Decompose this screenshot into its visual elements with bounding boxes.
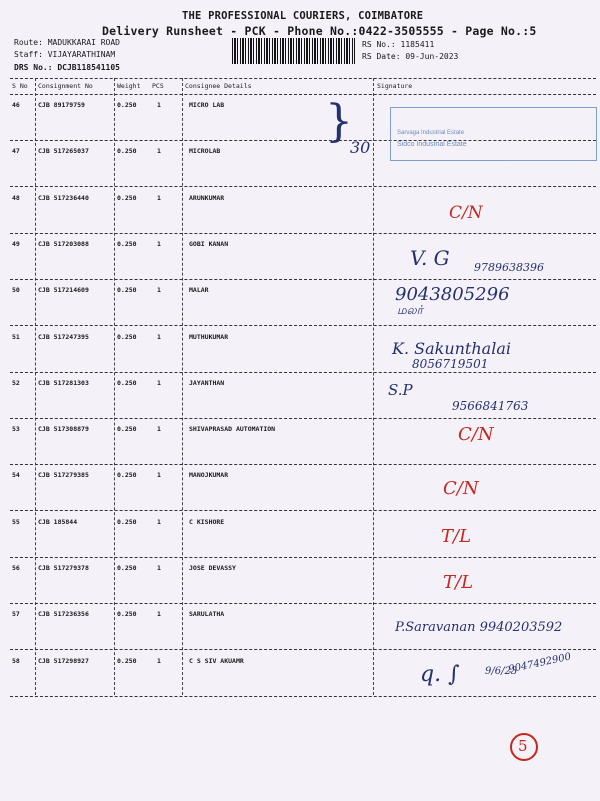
row-divider (10, 510, 596, 511)
row-weight: 0.250 (117, 425, 137, 434)
staff-line: Staff: VIJAYARATHINAM (14, 50, 116, 59)
signature-row-57: P.Saravanan 9940203592 (395, 620, 563, 635)
row-weight: 0.250 (117, 286, 137, 295)
row-sno: 47 (12, 147, 20, 156)
row-consignee: MICRO LAB (189, 101, 225, 109)
row-consignee: SHIVAPRASAD AUTOMATION (189, 425, 276, 434)
row-weight: 0.250 (117, 471, 137, 480)
row-divider (10, 233, 596, 234)
row-consignee: MANOJKUMAR (189, 471, 229, 480)
col-pcs: PCS (152, 82, 164, 90)
col-consignee: Consignee Details (185, 82, 252, 90)
row-consignee: MUTHUKUMAR (189, 332, 229, 341)
company-stamp (390, 107, 597, 161)
company-title: THE PROFESSIONAL COURIERS, COIMBATORE (182, 10, 424, 22)
row-consignee: MALAR (189, 286, 209, 295)
row-pcs: 1 (157, 239, 161, 248)
drs-value: DCJB118541105 (57, 63, 120, 72)
row-weight: 0.250 (117, 564, 137, 572)
row-sno: 46 (12, 101, 20, 109)
row-consignment-no: CJB 517298927 (38, 656, 89, 665)
signature-row-55: T/L (441, 526, 472, 547)
row-pcs: 1 (157, 332, 161, 341)
rs-date-value: 09-Jun-2023 (405, 52, 459, 61)
row-consignment-no: CJB 517281303 (38, 378, 89, 387)
col-consignment: Consignment No (38, 82, 93, 90)
row-weight: 0.250 (117, 517, 137, 526)
rs-no-value: 1185411 (400, 40, 435, 49)
row-pcs: 1 (157, 564, 161, 572)
rs-no-line: RS No.: 1185411 (362, 40, 435, 49)
row-weight: 0.250 (117, 656, 137, 665)
row-consignee: JOSE DEVASSY (189, 564, 236, 572)
row-sno: 50 (12, 286, 20, 295)
stamp-line-1: Sarvaga Industrial Estate (397, 130, 465, 136)
row-pcs: 1 (157, 425, 161, 434)
signature-row-58: q. ∫ (420, 662, 460, 687)
row-divider (10, 649, 596, 650)
phone-row-51: 8056719501 (412, 357, 489, 371)
row-sno: 48 (12, 193, 20, 202)
row-consignment-no: CJB 517279378 (38, 564, 89, 572)
staff-value: VIJAYARATHINAM (47, 50, 116, 59)
row-consignment-no: CJB 517247395 (38, 332, 89, 341)
row-consignment-no: CJB 517279385 (38, 471, 89, 480)
row-divider (10, 325, 596, 326)
row-consignee: C S SIV AKUAMR (189, 656, 244, 665)
row-sno: 53 (12, 425, 20, 434)
signature-row-54: C/N (443, 478, 479, 499)
phone-row-58: 9047492900 (507, 651, 573, 676)
row-divider (10, 696, 596, 697)
row-consignee: MICROLAB (189, 147, 221, 156)
row-consignee: ARUNKUMAR (189, 193, 225, 202)
row-consignment-no: CJB 185844 (38, 517, 78, 526)
phone-row-50: 9043805296 (395, 284, 510, 305)
row-sno: 54 (12, 471, 20, 480)
row-pcs: 1 (157, 101, 161, 109)
row-divider (10, 279, 596, 280)
row-pcs: 1 (157, 471, 161, 480)
row-divider (10, 464, 596, 465)
row-divider (10, 603, 596, 604)
row-consignee: JAYANTHAN (189, 378, 225, 387)
row-weight: 0.250 (117, 147, 137, 156)
row-pcs: 1 (157, 656, 161, 665)
row-divider (10, 418, 596, 419)
row-sno: 57 (12, 610, 20, 619)
drs-line: DRS No.: DCJB118541105 (14, 63, 120, 72)
row-sno: 55 (12, 517, 20, 526)
row-weight: 0.250 (117, 332, 137, 341)
row-weight: 0.250 (117, 610, 137, 619)
page-number-circle (510, 733, 538, 761)
signature-row-53: C/N (458, 424, 494, 445)
table-header-rule (10, 94, 596, 95)
row-weight: 0.250 (117, 193, 137, 202)
row-consignment-no: CJB 517214609 (38, 286, 89, 295)
row-divider (10, 557, 596, 558)
date-row-58: 9/6/23 (485, 666, 518, 677)
phone-row-52: 9566841763 (452, 399, 529, 413)
row-sno: 56 (12, 564, 20, 572)
col-signature: Signature (377, 82, 413, 90)
signature-row-48: C/N (449, 203, 483, 223)
signature-row-56: T/L (443, 572, 474, 593)
row-consignment-no: CJB 517265037 (38, 147, 89, 156)
row-consignee: GOBI KANAN (189, 239, 229, 248)
route-value: MADUKKARAI ROAD (47, 38, 120, 47)
row-pcs: 1 (157, 193, 161, 202)
row-pcs: 1 (157, 286, 161, 295)
signature-row-49: V. G (410, 246, 450, 270)
row-consignment-no: CJB 517236440 (38, 193, 89, 202)
signature-row-47: 30 (350, 138, 371, 157)
row-weight: 0.250 (117, 378, 137, 387)
row-consignment-no: CJB 517236356 (38, 610, 89, 619)
row-pcs: 1 (157, 378, 161, 387)
row-sno: 51 (12, 332, 20, 341)
phone-row-49: 9789638396 (474, 261, 544, 274)
route-line: Route: MADUKKARAI ROAD (14, 38, 120, 47)
row-divider (10, 186, 596, 187)
table-top-rule (10, 78, 596, 79)
row-pcs: 1 (157, 610, 161, 619)
row-consignment-no: CJB 89179759 (38, 101, 85, 109)
stamp-line-2: Sidco Industrial Estate (397, 141, 467, 148)
row-consignee: C KISHORE (189, 517, 225, 526)
row-sno: 58 (12, 656, 20, 665)
col-sno: S No (12, 82, 28, 90)
row-consignment-no: CJB 517308879 (38, 425, 89, 434)
row-weight: 0.250 (117, 239, 137, 248)
row-pcs: 1 (157, 517, 161, 526)
signature-row-50: மலர் (397, 303, 423, 317)
row-weight: 0.250 (117, 101, 137, 109)
handwritten-bracket: } (325, 96, 353, 147)
row-consignee: SARULATHA (189, 610, 225, 619)
row-sno: 52 (12, 378, 20, 387)
row-consignment-no: CJB 517203088 (38, 239, 89, 248)
signature-row-51: K. Sakunthalai (392, 339, 511, 358)
row-pcs: 1 (157, 147, 161, 156)
row-divider (10, 372, 596, 373)
signature-row-52: S.P (388, 381, 413, 399)
row-sno: 49 (12, 239, 20, 248)
rs-date-line: RS Date: 09-Jun-2023 (362, 52, 459, 61)
barcode (232, 38, 355, 64)
runsheet-title: Delivery Runsheet - PCK - Phone No.:0422-3505555 - Page No.:5 (102, 24, 537, 38)
col-weight: Weight (117, 82, 141, 90)
page-number-mark: 5 (518, 737, 528, 755)
